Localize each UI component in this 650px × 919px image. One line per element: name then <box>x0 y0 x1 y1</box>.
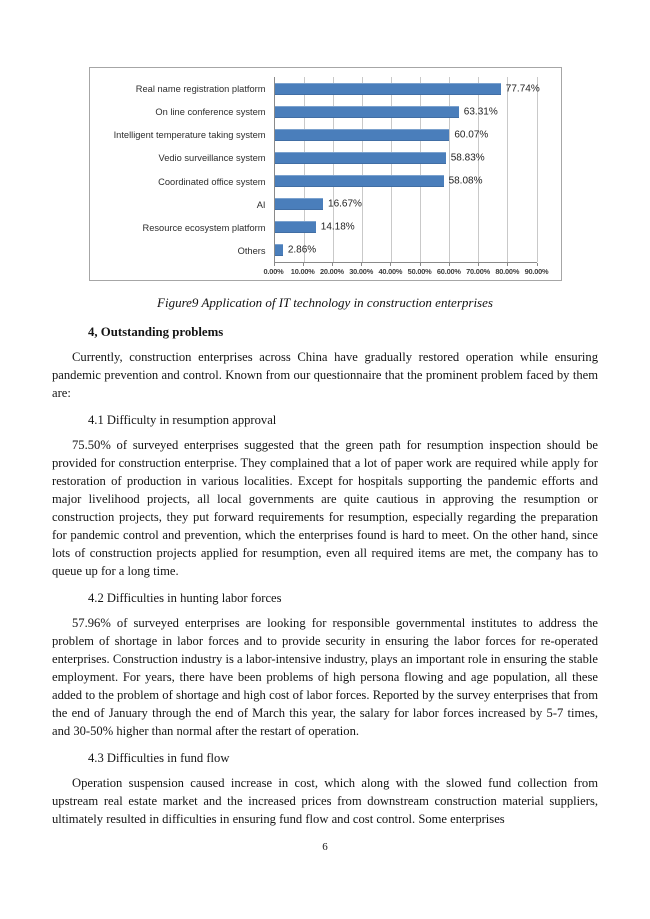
figure-caption: Figure9 Application of IT technology in construction enterprises <box>157 295 493 310</box>
category-label: Resource ecosystem platform <box>142 223 266 234</box>
bar-row <box>275 123 537 146</box>
plot-wrap <box>263 77 549 280</box>
value-label: 14.18% <box>320 221 355 233</box>
x-tick-label: 80.00% <box>495 267 520 276</box>
value-label: 16.67% <box>328 198 362 210</box>
subsection-41-title: 4.1 Difficulty in resumption approval <box>88 413 277 427</box>
bar-chart-figure <box>89 67 562 281</box>
x-tick-mark <box>507 263 508 266</box>
category-label: Intelligent temperature taking system <box>113 130 266 141</box>
bar-row <box>275 77 540 100</box>
value-label: 2.86% <box>287 244 317 256</box>
x-tick-mark <box>478 263 479 266</box>
x-tick-mark <box>332 263 333 266</box>
x-axis <box>263 263 549 280</box>
plot-area <box>274 77 540 263</box>
x-tick-label: 70.00% <box>466 267 490 276</box>
bar <box>275 175 483 187</box>
x-tick-mark <box>274 263 275 266</box>
x-tick-label: 60.00% <box>436 267 461 276</box>
x-tick-label: 90.00% <box>524 267 549 276</box>
subsection-43-paragraph: Operation suspension caused increase in cost, which along with the slowed fund collection from upstream real estate market and the increased prices from downstream construction material suppliers, ultimately resulted in difficulties in ensuring fund flow and cost control. Some enterprises <box>52 776 598 826</box>
x-tick-label: 20.00% <box>320 267 344 276</box>
x-tick-label: 30.00% <box>349 267 374 276</box>
x-tick-mark <box>390 263 391 266</box>
document-body <box>0 323 650 828</box>
bar-row <box>275 216 537 239</box>
page-number: 6 <box>322 841 328 853</box>
category-axis-labels <box>96 77 274 263</box>
category-label: On line conference system <box>155 106 266 117</box>
value-label: 60.07% <box>454 129 489 141</box>
x-tick-label: 40.00% <box>378 267 403 276</box>
bar <box>275 221 355 233</box>
x-tick-mark <box>303 263 304 266</box>
category-label: Real name registration platform <box>135 83 266 94</box>
category-label: Vedio surveillance system <box>158 153 266 164</box>
bar-row <box>275 170 537 193</box>
bar-row <box>275 193 537 216</box>
x-tick-mark <box>537 263 538 266</box>
category-label: Others <box>237 246 266 257</box>
gridline <box>537 77 538 262</box>
intro-paragraph: Currently, construction enterprises across China have gradually restored operation while ensuring pandemic prevention and control. Known from our questionnaire that the prominent problem faced by them are: <box>52 350 598 400</box>
x-tick-label: 10.00% <box>290 267 315 276</box>
value-label: 58.83% <box>450 152 485 164</box>
x-tick-mark <box>361 263 362 266</box>
value-label: 77.74% <box>505 83 540 95</box>
value-label: 63.31% <box>463 106 498 118</box>
category-label: AI <box>256 199 266 210</box>
bar <box>275 106 498 118</box>
bar-row <box>275 146 537 169</box>
category-label: Coordinated office system <box>158 176 266 187</box>
subsection-42-title: 4.2 Difficulties in hunting labor forces <box>88 591 282 605</box>
bar-row <box>275 239 537 262</box>
x-tick-label: 50.00% <box>407 267 432 276</box>
subsection-43-title: 4.3 Difficulties in fund flow <box>88 751 230 765</box>
x-tick-label: 0.00% <box>263 267 284 276</box>
subsection-41-paragraph: 75.50% of surveyed enterprises suggested that the green path for resumption inspection should be provided for construction enterprise. They complained that a lot of paper work are required while apply for restoration of production in various localities. Except for hospitals supporting the pandemic efforts and major livelihood projects, all local governments are quite cautious in approving the resumption or construction projects, they put forward requirements for resumption, especially regarding the preparation for pandemic control and prevention, which the enterprises found is hard to meet. On the other hand, since lots of construction projects applied for resumption, even all required items are met, the company has to queue up for a long time. <box>52 438 598 578</box>
chart-body <box>90 68 561 280</box>
x-tick-mark <box>420 263 421 266</box>
bar-row <box>275 100 537 123</box>
x-tick-mark <box>449 263 450 266</box>
section-heading: 4, Outstanding problems <box>88 325 224 339</box>
bar <box>275 198 362 210</box>
subsection-42-paragraph: 57.96% of surveyed enterprises are looking for responsible governmental institutes to address the problem of shortage in labor forces and to provide security in ensuring the labor forces for re-operated enterprises. Construction industry is a labor-intensive industry, plays an important role in ensuring the stable employment. For years, there have been problems of high persona flowing and age population, all these added to the problem of shortage and high cost of labor forces. Reported by the survey enterprises that from the end of January through the end of March this year, the salary for labor forces increased by 5-7 times, and 30-50% higher than normal after the restart of operation. <box>52 616 598 738</box>
bar <box>275 129 489 141</box>
bar <box>275 244 317 256</box>
value-label: 58.08% <box>448 175 483 187</box>
bar <box>275 152 485 164</box>
bar <box>275 83 540 95</box>
